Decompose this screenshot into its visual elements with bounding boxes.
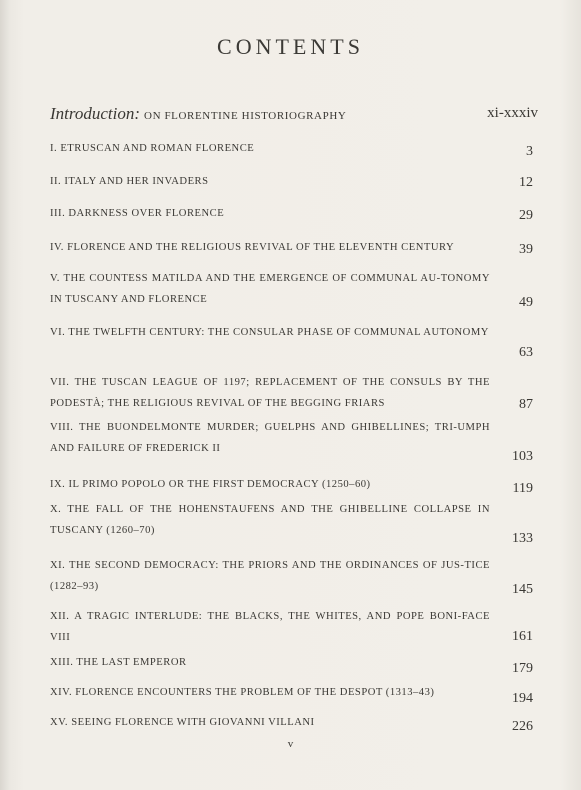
introduction-label: Introduction:: [50, 104, 141, 123]
chapter-page: 133: [512, 531, 533, 546]
chapter-entry: III. DARKNESS OVER FLORENCE: [50, 208, 225, 219]
chapter-page: 39: [519, 242, 533, 257]
chapter-entry: X. THE FALL OF THE HOHENSTAUFENS AND THE GHIBELLINE COLLAPSE IN TUSCANY (1260–70): [50, 504, 490, 536]
chapter-entry: IV. FLORENCE AND THE RELIGIOUS REVIVAL OF THE ELEVENTH CENTURY: [50, 242, 455, 253]
chapter-page: 12: [519, 175, 533, 190]
chapter-entry: VIII. THE BUONDELMONTE MURDER; GUELPHS AND GHIBELLINES; TRI-UMPH AND FAILURE OF FREDERICK II: [50, 422, 490, 454]
chapter-page: 194: [512, 691, 533, 706]
chapter-entry: XI. THE SECOND DEMOCRACY: THE PRIORS AND THE ORDINANCES OF JUS-TICE (1282–93): [50, 560, 490, 592]
chapter-entry: XII. A TRAGIC INTERLUDE: THE BLACKS, THE WHITES, AND POPE BONI-FACE VIII: [50, 611, 490, 643]
chapter-page: 3: [526, 144, 533, 159]
introduction-entry: [50, 104, 538, 128]
chapter-page: 29: [519, 208, 533, 223]
chapter-entry: VII. THE TUSCAN LEAGUE OF 1197; REPLACEMENT OF THE CONSULS BY THE PODESTÀ; THE RELIGIOUS REVIVAL OF THE BEGGING FRIARS: [50, 377, 490, 409]
chapter-page: 226: [512, 719, 533, 734]
chapter-page: 119: [512, 481, 533, 496]
chapter-page: 63: [519, 345, 533, 360]
chapter-entry: I. ETRUSCAN AND ROMAN FLORENCE: [50, 143, 255, 154]
chapter-entry: VI. THE TWELFTH CENTURY: THE CONSULAR PHASE OF COMMUNAL AUTONOMY: [50, 327, 489, 338]
chapter-entry: V. THE COUNTESS MATILDA AND THE EMERGENCE OF COMMUNAL AU-TONOMY IN TUSCANY AND FLORENCE: [50, 273, 490, 305]
chapter-page: 103: [512, 449, 533, 464]
chapter-entry: XIII. THE LAST EMPEROR: [50, 657, 187, 668]
page-title: CONTENTS: [217, 34, 364, 59]
chapter-page: 145: [512, 582, 533, 597]
introduction-pages: xi-xxxiv: [487, 105, 538, 121]
chapter-page: 179: [512, 661, 533, 676]
chapter-entry: XIV. FLORENCE ENCOUNTERS THE PROBLEM OF THE DESPOT (1313–43): [50, 687, 435, 698]
chapter-entry: II. ITALY AND HER INVADERS: [50, 176, 209, 187]
chapter-page: 161: [512, 629, 533, 644]
chapter-page: 87: [519, 397, 533, 412]
chapter-page: 49: [519, 295, 533, 310]
introduction-text: ON FLORENTINE HISTORIOGRAPHY: [144, 110, 347, 122]
chapter-entry: IX. IL PRIMO POPOLO OR THE FIRST DEMOCRACY (1250–60): [50, 479, 371, 490]
chapter-entry: XV. SEEING FLORENCE WITH GIOVANNI VILLANI: [50, 717, 315, 728]
page-folio: v: [287, 738, 294, 750]
